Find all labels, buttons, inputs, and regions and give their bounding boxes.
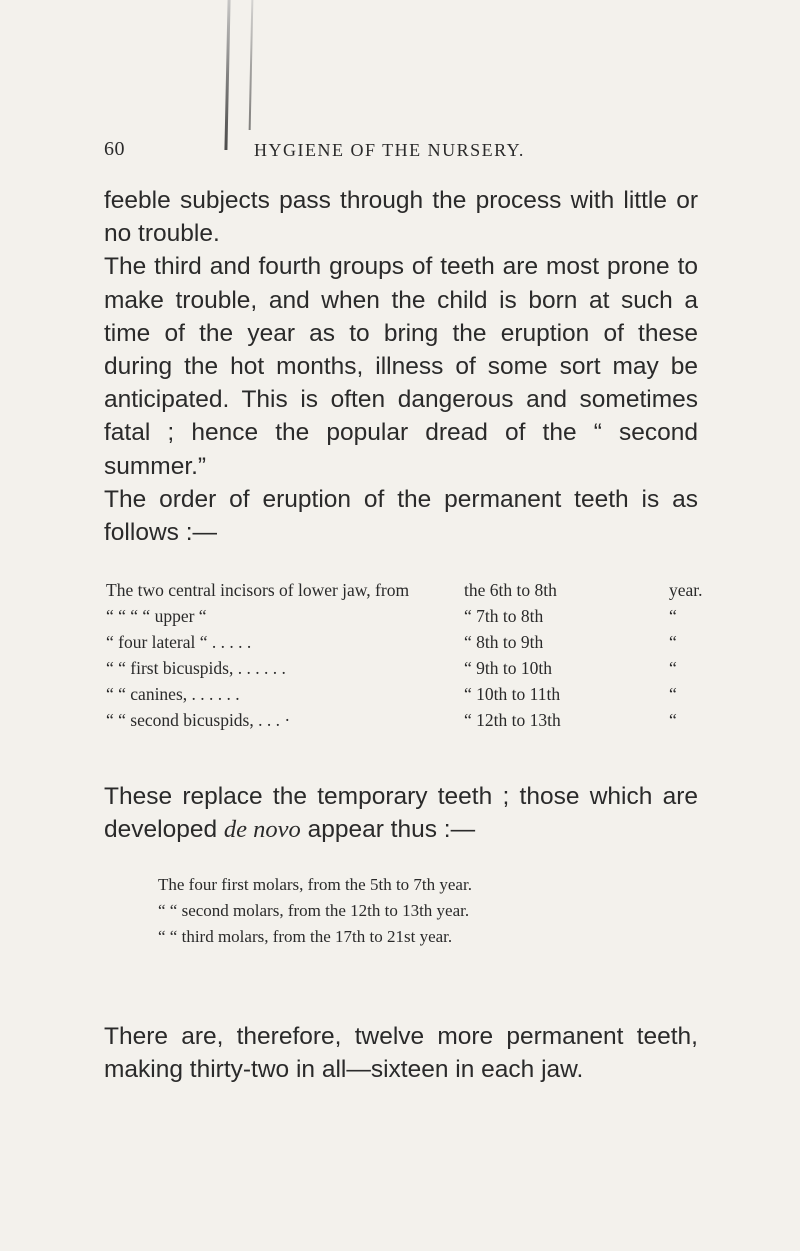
table-row (106, 577, 706, 603)
running-title: HYGIENE OF THE NURSERY. (254, 140, 525, 160)
row-unit: year. (669, 580, 703, 600)
row-range: the 6th to 8th (464, 580, 557, 600)
row-description: “ “ “ “ upper “ (106, 606, 207, 626)
list-item: “ “ third molars, from the 17th to 21st year. (158, 927, 453, 946)
row-range: “ 8th to 9th (464, 632, 544, 652)
row-description: “ “ canines, . . . . . . (106, 684, 240, 704)
molars-list (158, 872, 718, 950)
row-range: “ 12th to 13th (464, 710, 561, 730)
row-range: “ 9th to 10th (464, 658, 552, 678)
list-item: “ “ second molars, from the 12th to 13th year. (158, 901, 470, 920)
row-unit: “ (669, 606, 677, 626)
row-unit: “ (669, 658, 677, 678)
para2-text-after: appear thus :— (300, 816, 476, 844)
table-row (106, 707, 706, 733)
binding-mark (224, 0, 230, 150)
eruption-table (106, 577, 706, 733)
row-unit: “ (669, 710, 677, 730)
row-description: “ “ second bicuspids, . . . · (106, 710, 291, 730)
row-description: “ “ first bicuspids, . . . . . . (106, 658, 286, 678)
paragraph (104, 780, 698, 846)
row-unit: “ (669, 632, 677, 652)
paragraph: The third and fourth groups of teeth are most prone to make trouble, and when the child is born at such a time of the year as to bring the eruption of these during the hot months, illness of some sort may be anticipated. This is often dangerous and sometimes fatal ; hence the popular dread of the “ second summer.” (104, 253, 698, 480)
body-text (104, 184, 698, 549)
row-range: “ 10th to 11th (464, 684, 561, 704)
page-number: 60 (104, 138, 125, 160)
table-row (106, 603, 706, 629)
para2-text-before: These replace the temporary teeth ; those which are developed (104, 783, 698, 844)
row-description: “ four lateral “ . . . . . (106, 632, 252, 652)
italic-term: de novo (223, 816, 301, 844)
table-row (106, 629, 706, 655)
row-unit: “ (669, 684, 677, 704)
binding-mark (249, 0, 254, 130)
paragraph: feeble subjects pass through the process with little or no trouble. (104, 187, 698, 248)
paragraph: The order of eruption of the permanent teeth is as follows :— (104, 485, 698, 547)
row-description: The two central incisors of lower jaw, from (106, 580, 410, 600)
table-row (106, 681, 706, 707)
list-item: The four first molars, from the 5th to 7th year. (158, 875, 472, 894)
table-row (106, 655, 706, 681)
row-range: “ 7th to 8th (464, 606, 544, 626)
paragraph: There are, therefore, twelve more permanent teeth, making thirty-two in all—sixteen in each jaw. (104, 1023, 698, 1084)
